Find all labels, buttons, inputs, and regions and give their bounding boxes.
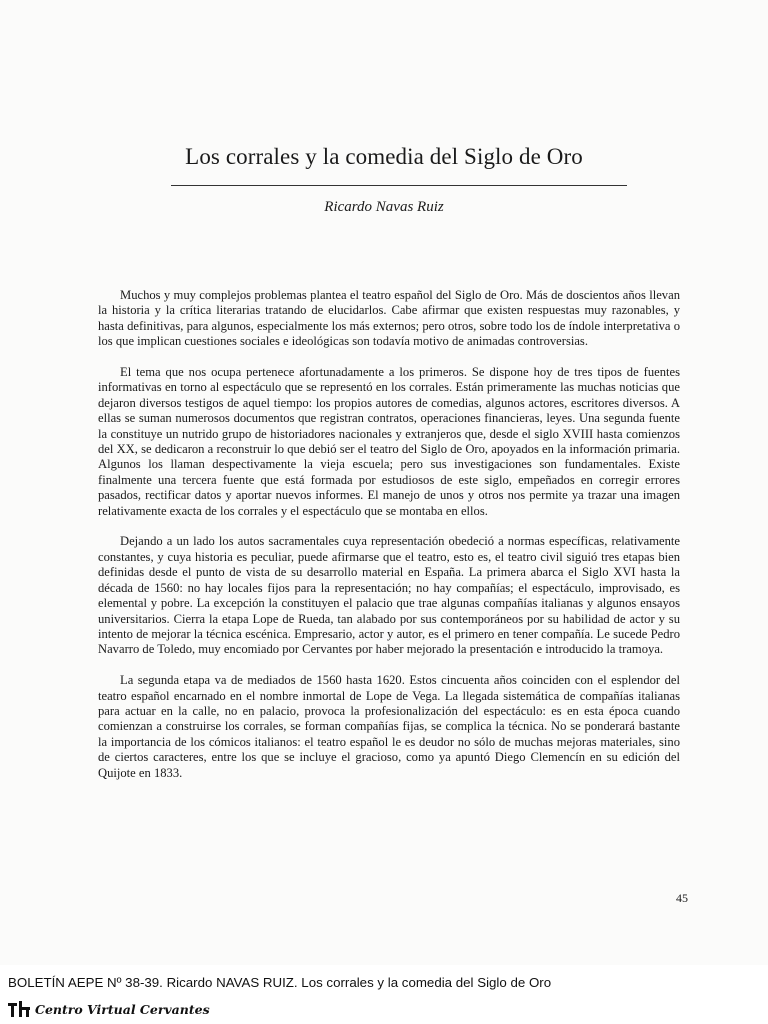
article-body: [98, 288, 680, 796]
article-author: Ricardo Navas Ruiz: [324, 199, 444, 215]
cvc-logo-text: Centro Virtual Cervantes: [35, 1001, 210, 1017]
paragraph: La segunda etapa va de mediados de 1560 hasta 1620. Estos cincuenta años coinciden con el esplendor del teatro español encarnado en el nombre inmortal de Lope de Vega. La llegada sistemática de compañías italianas para actuar en la calle, no en palacio, provoca la profesionalización del espectáculo: es en esta época cuando comienzan a construirse los corrales, se forman compañías fijas, se complica la técnica. No se ponderará bastante la importancia de los cómicos italianos: el teatro español le es deudor no sólo de muchas mejoras materiales, sino de ciertos caracteres, entre los que se incluye el gracioso, como ya apuntó Diego Clemencín en su edición del Quijote en 1833.: [98, 673, 680, 780]
paragraph: El tema que nos ocupa pertenece afortunadamente a los primeros. Se dispone hoy de tres tipos de fuentes informativas en torno al espectáculo que se representó en los corrales. Están primeramente las muchas noticias que dejaron diversos testigos de aquel tiempo: los propios autores de comedias, algunos actores, escritores diversos. A ellas se suman numerosos documentos que registran contratos, operaciones financieras, leyes. Una segunda fuente la constituye un nutrido grupo de historiadores nacionales y extranjeros que, desde el siglo XVIII hasta comienzos del XX, se dedicaron a reconstruir lo que debió ser el teatro del Siglo de Oro, apoyados en la información primaria. Algunos los llaman despectivamente la vieja escuela; pero sus investigaciones son fundamentales. Existe finalmente una tercera fuente que está formada por estudiosos de este siglo, empeñados en corregir errores pasados, rectificar datos y aportar nuevos informes. El manejo de unos y otros nos permite ya trazar una imagen relativamente exacta de los corrales y el espectáculo que se montaba en ellos.: [98, 365, 680, 518]
citation-line: BOLETÍN AEPE Nº 38-39. Ricardo NAVAS RUIZ. Los corrales y la comedia del Siglo de Oro: [8, 975, 552, 990]
paragraph: Muchos y muy complejos problemas plantea el teatro español del Siglo de Oro. Más de doscientos años llevan la historia y la crítica literarias tratando de elucidarlos. Cabe afirmar que existen respuestas muy razonables, y hasta definitivas, para algunos, especialmente los más externos; pero otros, sobre todo los de índole interpretativa o los que implican cuestiones sociales e ideológicas son todavía motivo de animadas controversias.: [98, 288, 680, 349]
paragraph: Dejando a un lado los autos sacramentales cuya representación obedeció a normas específicas, relativamente constantes, y cuya historia es peculiar, puede afirmarse que el teatro, esto es, el teatro civil siguió tres etapas bien definidas desde el punto de vista de su desarrollo material en España. La primera abarca el Siglo XVI hasta la década de 1560: no hay locales fijos para la representación; no hay compañías; el espectáculo, improvisado, es elemental y pobre. La excepción la constituyen el palacio que trae algunas compañías italianas y algunos ensayos universitarios. Cierra la etapa Lope de Rueda, tan alabado por sus contemporáneos por su habilidad de actor y su intento de mejorar la técnica escénica. Empresario, actor y autor, es el primero en tener compañía. Le sucede Pedro Navarro de Toledo, muy encomiado por Cervantes por haber mejorado la presentación e introducido la tramoya.: [98, 534, 680, 657]
title-divider: [171, 185, 627, 186]
article-title: Los corrales y la comedia del Siglo de Oro: [185, 144, 583, 169]
cvc-logo-icon: [8, 1001, 30, 1017]
cvc-logo[interactable]: [8, 1001, 210, 1017]
page-number: 45: [676, 891, 688, 905]
